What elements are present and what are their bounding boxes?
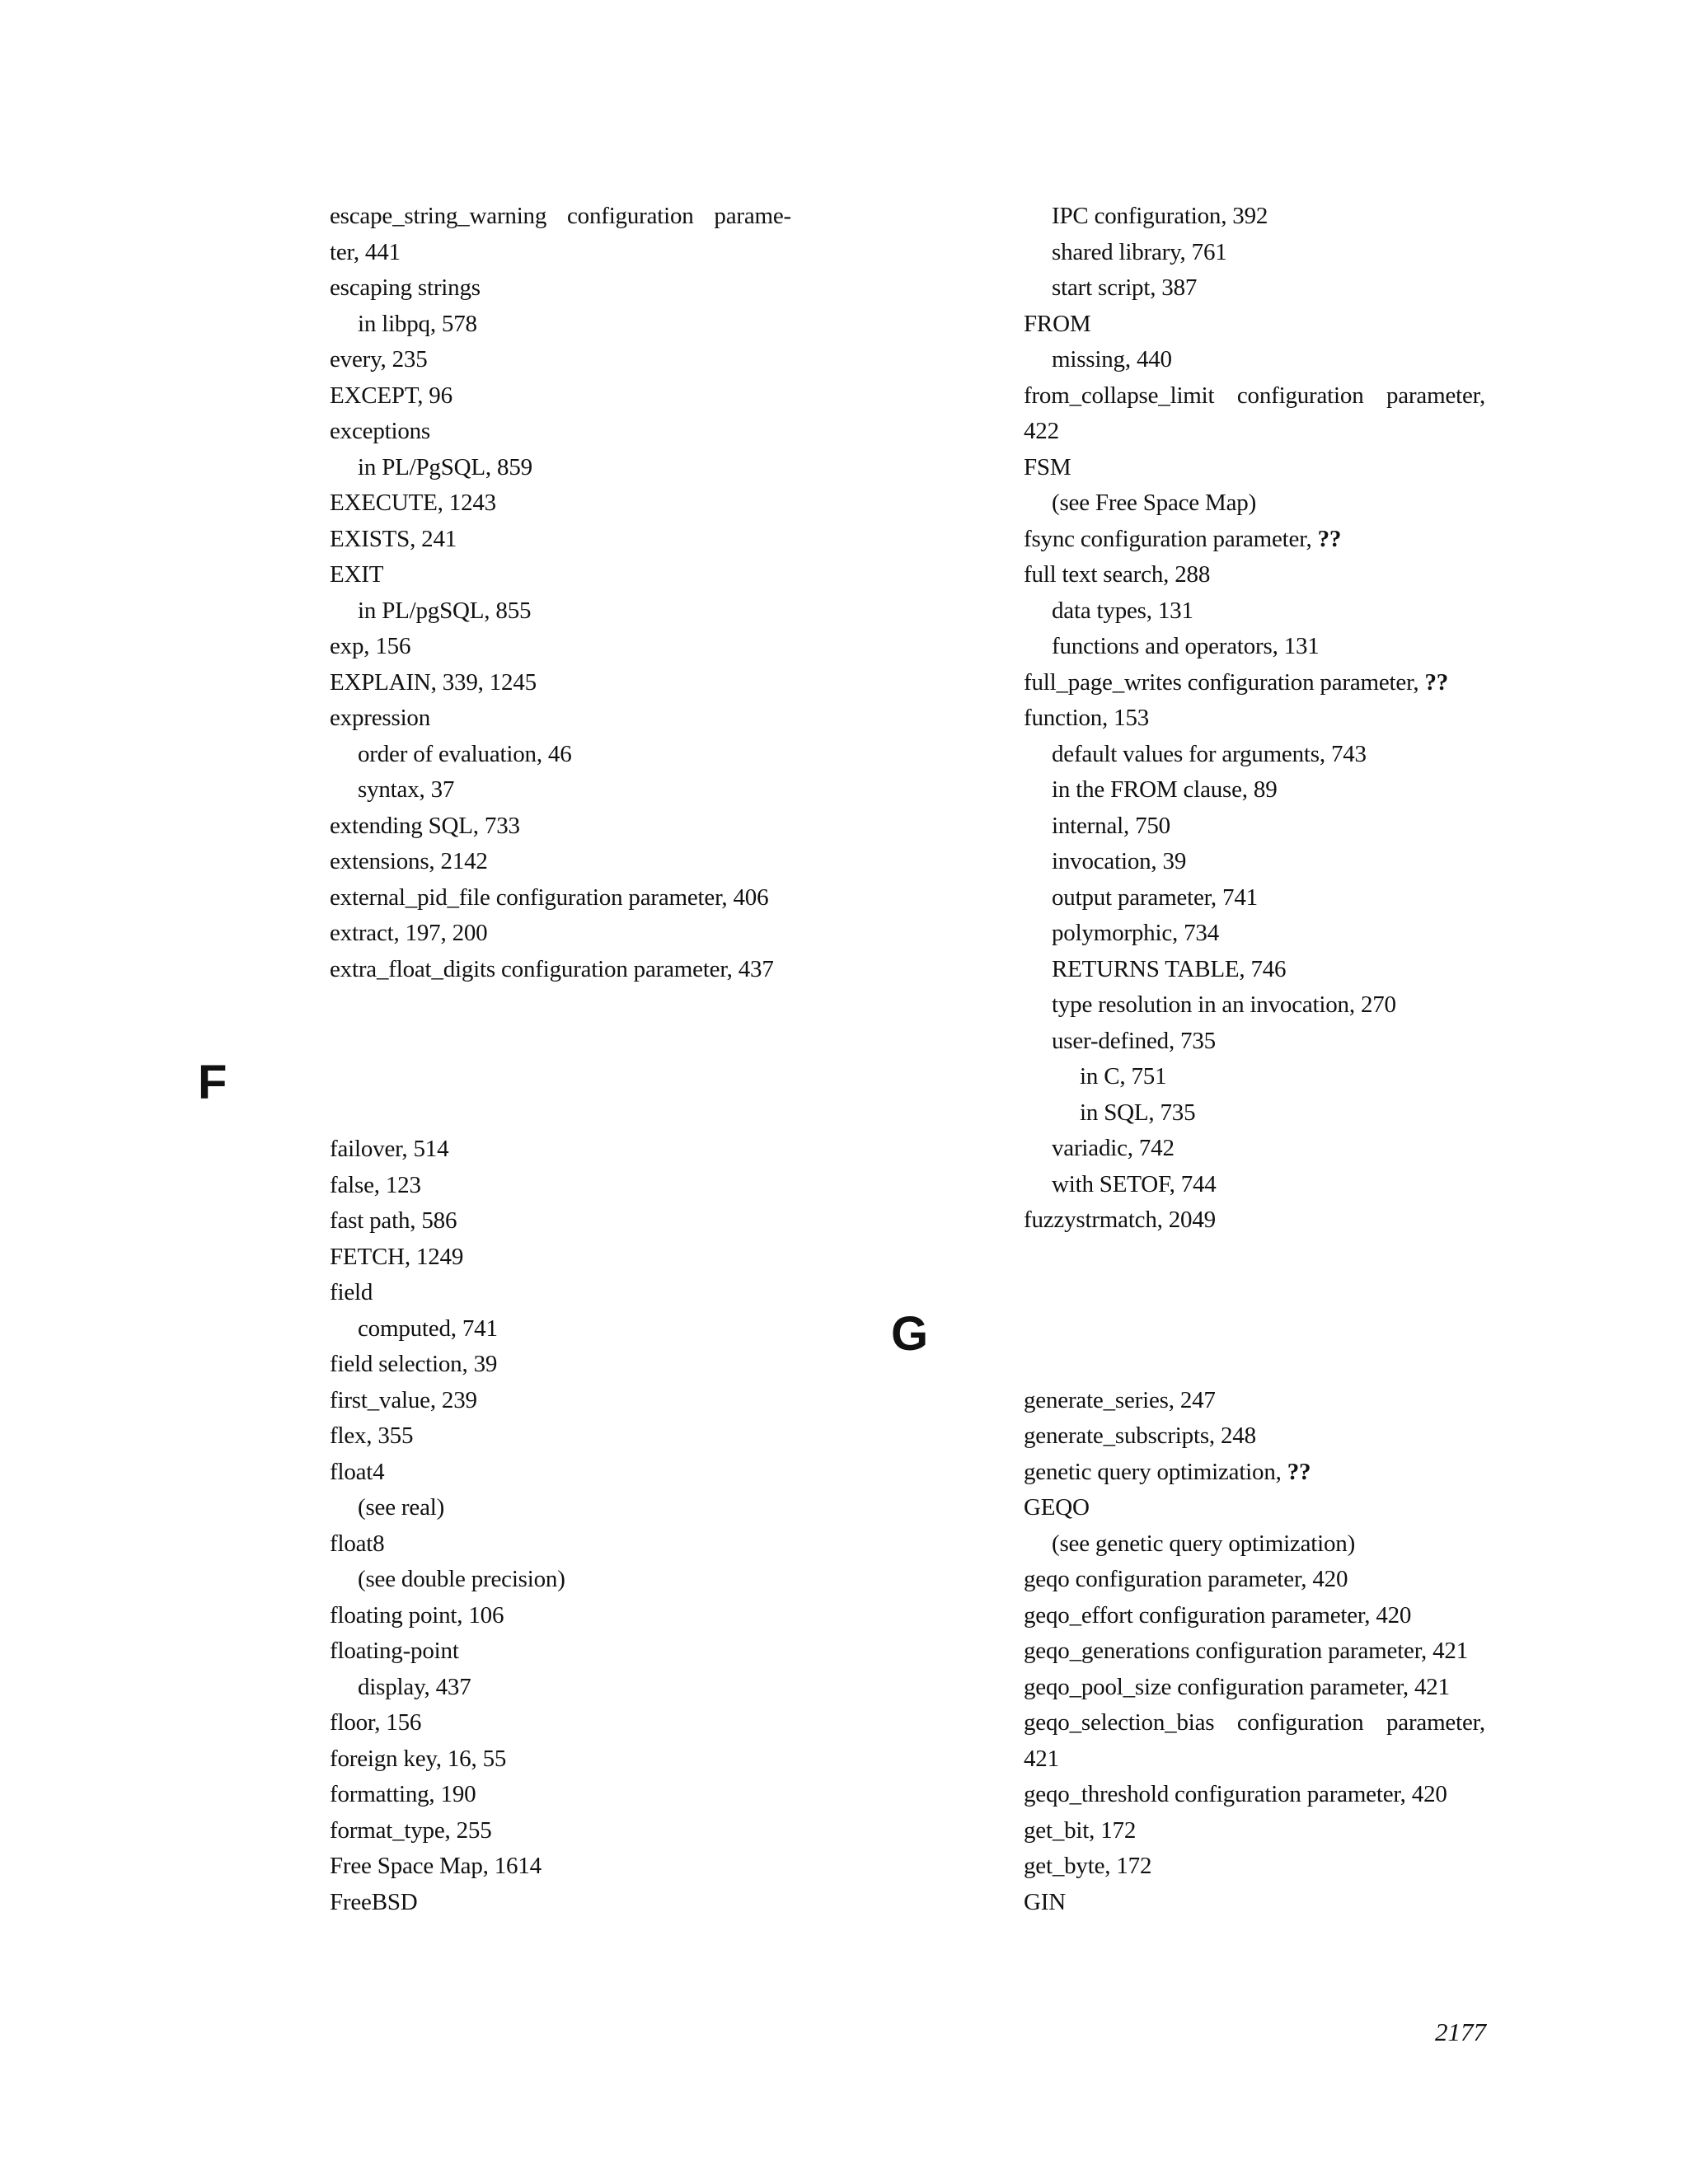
index-entry-text: floor, 156	[330, 1709, 422, 1736]
left-index-column	[330, 199, 824, 1920]
unresolved-reference-marker: ??	[1317, 525, 1342, 552]
right-index-column	[1024, 199, 1518, 1920]
index-entries-g	[1024, 1383, 1518, 1921]
index-entry-text: failover, 514	[330, 1136, 449, 1162]
index-entry	[1024, 593, 1518, 630]
index-entry	[1024, 1490, 1518, 1526]
index-entry	[1024, 952, 1518, 988]
index-entry	[1024, 342, 1518, 378]
index-entry-text: (see genetic query optimization)	[1052, 1530, 1356, 1557]
index-entry-text: default values for arguments, 743	[1052, 740, 1367, 767]
index-entry	[1024, 1885, 1518, 1921]
index-entry-text: EXIT	[330, 561, 384, 588]
index-entry	[330, 270, 824, 307]
index-entry	[330, 485, 824, 522]
index-entry-text: false, 123	[330, 1171, 421, 1198]
index-entry	[1024, 307, 1518, 343]
index-entry-text: polymorphic, 734	[1052, 920, 1220, 946]
index-entry	[330, 808, 824, 845]
index-entry-text: in PL/PgSQL, 859	[358, 453, 532, 480]
index-entry-text: extending SQL, 733	[330, 812, 520, 839]
index-entry	[330, 1885, 824, 1921]
index-entry	[330, 307, 824, 343]
index-entry	[1024, 557, 1518, 593]
index-entry	[330, 450, 824, 486]
index-entry	[330, 593, 824, 630]
index-entry	[330, 880, 824, 916]
index-entry	[1024, 844, 1518, 880]
index-entry-text: order of evaluation, 46	[358, 740, 572, 767]
index-entry	[330, 1741, 824, 1778]
index-entry-text: get_bit, 172	[1024, 1816, 1137, 1844]
index-entry-text: fsync configuration parameter,	[1024, 525, 1318, 552]
index-entry	[1024, 1813, 1518, 1849]
index-entry-text: extract, 197, 200	[330, 920, 488, 946]
index-entry	[1024, 1526, 1518, 1563]
index-entry-text: get_byte, 172	[1024, 1853, 1152, 1879]
index-entry	[1024, 522, 1518, 558]
index-entry	[1024, 199, 1518, 235]
index-entry	[1024, 772, 1518, 808]
index-entry-text: EXISTS, 241	[330, 525, 457, 552]
index-entry-text: function, 153	[1024, 705, 1150, 731]
index-entry-text: every, 235	[330, 346, 428, 373]
index-entry	[330, 916, 824, 952]
index-entry	[1024, 1562, 1518, 1598]
index-entry-text: invocation, 39	[1052, 848, 1187, 874]
index-entry-text: in SQL, 735	[1080, 1099, 1196, 1126]
index-entries-e	[330, 199, 824, 987]
index-entry	[330, 701, 824, 737]
index-entry	[1024, 1095, 1518, 1132]
index-entry	[1024, 1455, 1518, 1491]
index-entry-text: full text search, 288	[1024, 561, 1211, 588]
index-entry-text: exceptions	[330, 418, 431, 444]
index-entry-text: floating-point	[330, 1638, 459, 1664]
index-entry	[330, 1418, 824, 1455]
index-entry: from_collapse_limit configuration parameter,	[1024, 382, 1485, 409]
index-entry	[330, 522, 824, 558]
index-entry	[330, 557, 824, 593]
index-entry	[330, 1705, 824, 1741]
index-entry	[1024, 1418, 1518, 1455]
index-entry	[330, 1383, 824, 1419]
index-entry	[1024, 1741, 1518, 1778]
index-entry	[1024, 450, 1518, 486]
index-entry	[1024, 1024, 1518, 1060]
index-entry-text: functions and operators, 131	[1052, 633, 1320, 659]
index-entry	[1024, 737, 1518, 773]
index-entry-text: EXECUTE, 1243	[330, 490, 496, 516]
index-entry-text: escaping strings	[330, 274, 481, 301]
index-entry	[1024, 1059, 1518, 1095]
index-entry	[1024, 1383, 1518, 1419]
index-entry	[330, 414, 824, 450]
index-entry-text: field	[330, 1279, 373, 1305]
index-entry	[330, 1455, 824, 1491]
index-entry	[1024, 808, 1518, 845]
index-entry	[1024, 629, 1518, 665]
index-entry-text: geqo_effort configuration parameter, 420	[1024, 1601, 1412, 1629]
index-entry	[330, 1670, 824, 1706]
index-entry	[330, 378, 824, 415]
index-entry-text: EXPLAIN, 339, 1245	[330, 668, 537, 696]
index-entry	[1024, 1777, 1518, 1813]
index-entry	[1024, 1131, 1518, 1167]
index-entry	[1024, 1598, 1518, 1634]
index-entry	[330, 737, 824, 773]
index-entry	[330, 1347, 824, 1383]
index-entry	[1024, 701, 1518, 737]
index-entry-text: full_page_writes configuration parameter,	[1024, 668, 1425, 696]
index-entry-text: in the FROM clause, 89	[1052, 776, 1278, 803]
index-entry-text: shared library, 761	[1052, 238, 1227, 265]
index-entry-text: floating point, 106	[330, 1601, 504, 1629]
index-entries-f-continued	[1024, 199, 1518, 1239]
section-letter-f: F	[198, 1056, 227, 1109]
index-entry-text: GEQO	[1024, 1494, 1090, 1521]
index-entry-text: exp, 156	[330, 633, 411, 659]
index-entry-text: geqo_pool_size configuration parameter, 421	[1024, 1673, 1450, 1700]
index-entry	[330, 1132, 824, 1168]
index-entry-text: (see Free Space Map)	[1052, 490, 1257, 516]
index-entry	[1024, 270, 1518, 307]
index-entry	[330, 772, 824, 808]
index-entry	[330, 342, 824, 378]
index-entry	[330, 1633, 824, 1670]
index-entry	[1024, 1633, 1518, 1670]
index-entry-text: extensions, 2142	[330, 848, 488, 874]
index-entry-text: FSM	[1024, 453, 1071, 480]
index-entry-text: geqo configuration parameter, 420	[1024, 1566, 1348, 1592]
index-entry	[1024, 235, 1518, 271]
index-entry-text: expression	[330, 705, 431, 731]
section-letter-g: G	[891, 1307, 929, 1361]
index-entry	[1024, 880, 1518, 916]
index-entry	[1024, 1670, 1518, 1706]
index-entry-text: GIN	[1024, 1888, 1066, 1915]
page-number: 2177	[1435, 2018, 1486, 2046]
index-entry-text: geqo_threshold configuration parameter, 420	[1024, 1781, 1447, 1807]
index-entry-text: fast path, 586	[330, 1207, 457, 1234]
index-entry	[330, 1813, 824, 1849]
index-entry-text: generate_series, 247	[1024, 1386, 1216, 1413]
index-entry	[330, 1562, 824, 1598]
index-entry-text: RETURNS TABLE, 746	[1052, 955, 1287, 982]
index-entry-text: first_value, 239	[330, 1386, 477, 1413]
index-entry-text: (see real)	[358, 1494, 445, 1521]
index-entry	[1024, 414, 1518, 450]
unresolved-reference-marker: ??	[1424, 668, 1449, 696]
index-entry-text: Free Space Map, 1614	[330, 1853, 542, 1879]
index-entry	[1024, 1202, 1518, 1239]
index-entry-text: 422	[1024, 418, 1059, 444]
index-entry-text: start script, 387	[1052, 274, 1198, 301]
index-entry	[330, 844, 824, 880]
index-entry	[330, 629, 824, 665]
index-entry-text: fuzzystrmatch, 2049	[1024, 1207, 1216, 1233]
index-entry-text: internal, 750	[1052, 812, 1170, 839]
index-entry	[1024, 1849, 1518, 1885]
index-entry-text: output parameter, 741	[1052, 883, 1258, 911]
index-entry	[330, 952, 824, 988]
index-entry-text: data types, 131	[1052, 597, 1193, 624]
index-entry-text: variadic, 742	[1052, 1135, 1175, 1161]
index-entry	[330, 1168, 824, 1204]
index-entries-f	[330, 1132, 824, 1920]
index-entry-text: field selection, 39	[330, 1351, 498, 1377]
index-entry	[330, 1598, 824, 1634]
index-entry-text: FreeBSD	[330, 1888, 418, 1915]
index-entry-text: syntax, 37	[358, 776, 455, 803]
index-entry-text: external_pid_file configuration parameter, 406	[330, 883, 769, 911]
index-entry	[1024, 987, 1518, 1024]
index-entry	[330, 1490, 824, 1526]
index-entry-text: float4	[330, 1458, 385, 1485]
index-entry	[330, 1526, 824, 1563]
index-entry-text: FETCH, 1249	[330, 1243, 464, 1270]
section-gap	[1024, 1239, 1518, 1383]
index-entry	[1024, 485, 1518, 522]
index-entry: geqo_selection_bias configuration parameter,	[1024, 1709, 1485, 1736]
index-entry	[1024, 1167, 1518, 1203]
section-gap	[330, 987, 824, 1132]
index-entry	[330, 1203, 824, 1240]
index-entry-text: foreign key, 16, 55	[330, 1745, 507, 1772]
index-entry	[330, 235, 824, 271]
index-entry-text: FROM	[1024, 310, 1091, 337]
index-entry-text: computed, 741	[358, 1315, 498, 1342]
index-entry	[330, 1240, 824, 1276]
index-entry-text: missing, 440	[1052, 346, 1172, 373]
index-entry-text: user-defined, 735	[1052, 1027, 1216, 1054]
index-entry	[330, 1849, 824, 1885]
index-entry: escape_string_warning configuration parame-	[330, 203, 791, 229]
index-entry	[1024, 916, 1518, 952]
index-entry-text: IPC configuration, 392	[1052, 203, 1268, 229]
index-entry-text: with SETOF, 744	[1052, 1170, 1217, 1197]
index-entry-text: EXCEPT, 96	[330, 382, 452, 409]
index-entry-text: display, 437	[358, 1673, 471, 1700]
unresolved-reference-marker: ??	[1287, 1458, 1311, 1485]
index-entry-text: genetic query optimization,	[1024, 1458, 1287, 1485]
index-entry	[330, 1777, 824, 1813]
index-entry	[330, 665, 824, 701]
index-entry-text: geqo_generations configuration parameter, 421	[1024, 1638, 1469, 1664]
index-entry-text: type resolution in an invocation, 270	[1052, 991, 1396, 1018]
index-entry-text: (see double precision)	[358, 1566, 565, 1592]
index-entry-text: flex, 355	[330, 1422, 414, 1449]
index-entry-text: extra_float_digits configuration parameter, 437	[330, 955, 774, 982]
index-entry-text: generate_subscripts, 248	[1024, 1422, 1256, 1449]
index-entry	[1024, 665, 1518, 701]
index-entry-text: formatting, 190	[330, 1781, 476, 1807]
index-entry	[330, 1311, 824, 1347]
index-entry-text: in PL/pgSQL, 855	[358, 597, 532, 624]
index-entry-text: in libpq, 578	[358, 310, 477, 337]
index-entry	[330, 1275, 824, 1311]
index-entry-text: float8	[330, 1530, 385, 1557]
index-entry-text: ter, 441	[330, 238, 401, 265]
index-entry-text: in C, 751	[1080, 1063, 1167, 1090]
index-entry-text: format_type, 255	[330, 1816, 492, 1844]
index-entry-text: 421	[1024, 1745, 1059, 1772]
